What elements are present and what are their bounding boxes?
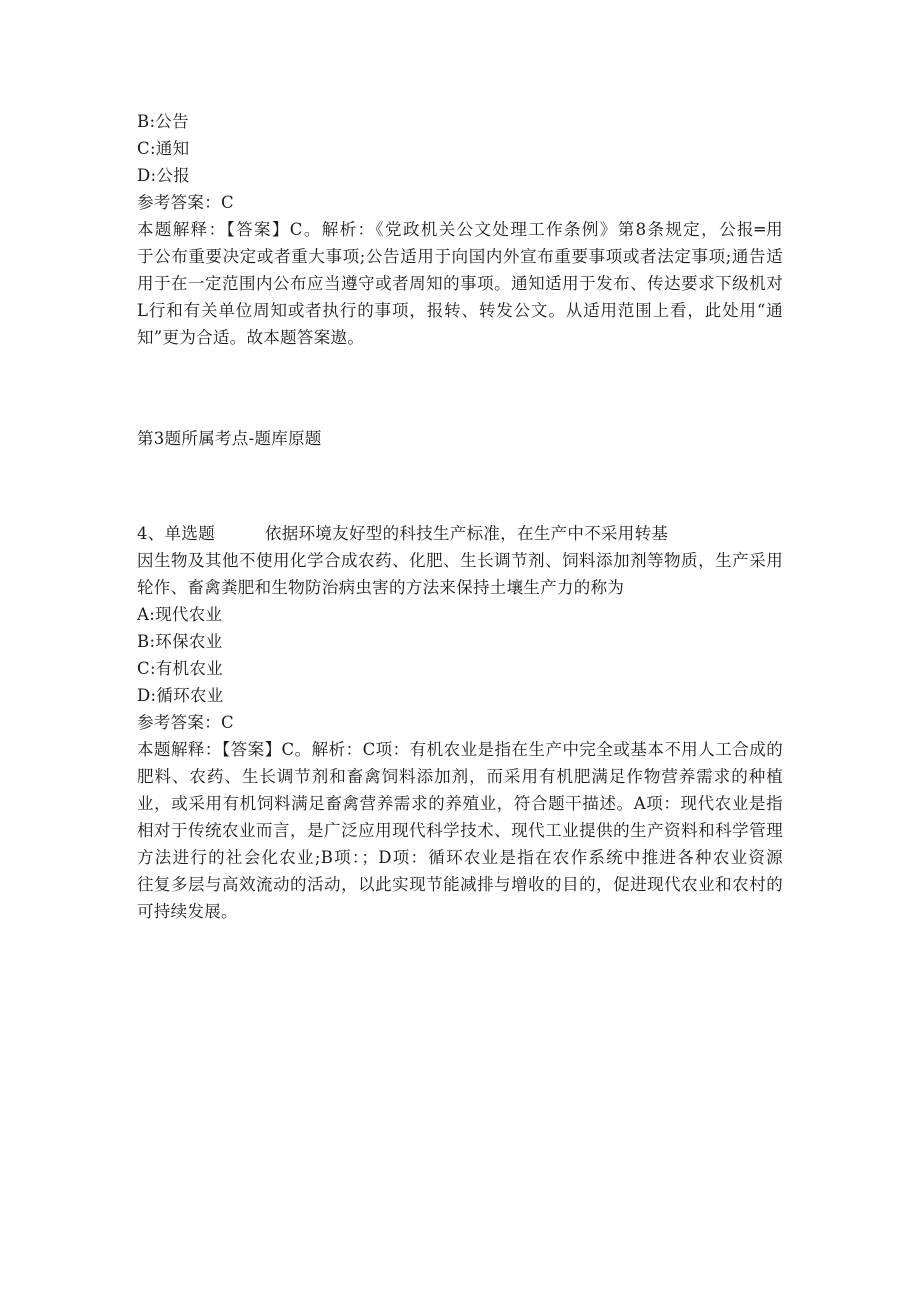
q4-explanation-line: 肥料、农药、生长调节剂和畜禽饲料添加剂，而采用有机肥满足作物营养需求的种植 [137,767,783,786]
q4-explanation-line: 可持续发展。 [137,902,238,921]
q2-option-d: D:公报 [137,166,190,185]
question-type: 4、单选题 [137,524,215,543]
q2-option-c: C:通知 [137,139,190,158]
q4-explanation-line: 业，或采用有机饲料满足畜禽营养需求的养殖业，符合题干描述。A项：现代农业是指 [137,794,783,813]
option-letter: C [137,659,150,678]
q4-stem-line: 轮作、畜禽粪肥和生物防治病虫害的方法来保持土壤生产力的称为 [137,578,625,597]
q4-answer: 参考答案：C [137,713,234,732]
q4-option-b: B:环保农业 [137,632,223,651]
q4-explanation-line: 本题解释：【答案】C。解析：C项：有机农业是指在生产中完全或基本不用人工合成的 [137,740,783,759]
option-text: 通知 [155,139,190,158]
q2-explanation-line: 用于在一定范围内公布应当遵守或者周知的事项。通知适用于发布、传达要求下级机对 [137,274,783,293]
option-text: 环保农业 [155,632,223,651]
option-text: 有机农业 [155,659,223,678]
q4-explanation-line: 相对于传统农业而言，是广泛应用现代科学技术、现代工业提供的生产资料和科学管理 [137,821,783,840]
q4-option-c: C:有机农业 [137,659,223,678]
q2-explanation-line: 知”更为合适。故本题答案遨。 [137,328,365,347]
section-note: 第3题所属考点-题库原题 [137,429,322,448]
q4-header [137,523,668,545]
q4-stem-line: 依据环境友好型的科技生产标准，在生产中不采用转基 [265,524,669,543]
q2-option-b: B:公告 [137,112,189,131]
q2-explanation-line: L行和有关单位周知或者执行的事项，报转、转发公文。从适用范围上看，此处用“通 [137,301,783,320]
q2-answer: 参考答案：C [137,193,234,212]
option-letter: A [137,605,150,624]
q4-explanation-line: 方法进行的社会化农业;B项：；D项：循环农业是指在农作系统中推进各种农业资源 [137,848,783,867]
q4-option-a: A:现代农业 [137,605,223,624]
option-text: 公告 [155,112,189,131]
option-letter: B [137,112,150,131]
option-text: 现代农业 [155,605,223,624]
option-text: 循环农业 [156,686,224,705]
option-letter: D [137,686,151,705]
q2-explanation-line: 本题解释：【答案】C。解析：《党政机关公文处理工作条例》第8条规定，公报═用 [137,220,783,239]
q2-explanation-line: 于公布重要决定或者重大事项;公告适用于向国内外宣布重要事项或者法定事项;通告适 [137,247,783,266]
q4-explanation-line: 往复多层与高效流动的活动，以此实现节能减排与增收的目的，促进现代农业和农村的 [137,875,783,894]
q4-stem-line: 因生物及其他不使用化学合成农药、化肥、生长调节剂、饲料添加剂等物质，生产采用 [137,551,783,570]
option-text: 公报 [156,166,190,185]
option-letter: C [137,139,150,158]
option-letter: D [137,166,151,185]
q4-option-d: D:循环农业 [137,686,224,705]
option-letter: B [137,632,150,651]
